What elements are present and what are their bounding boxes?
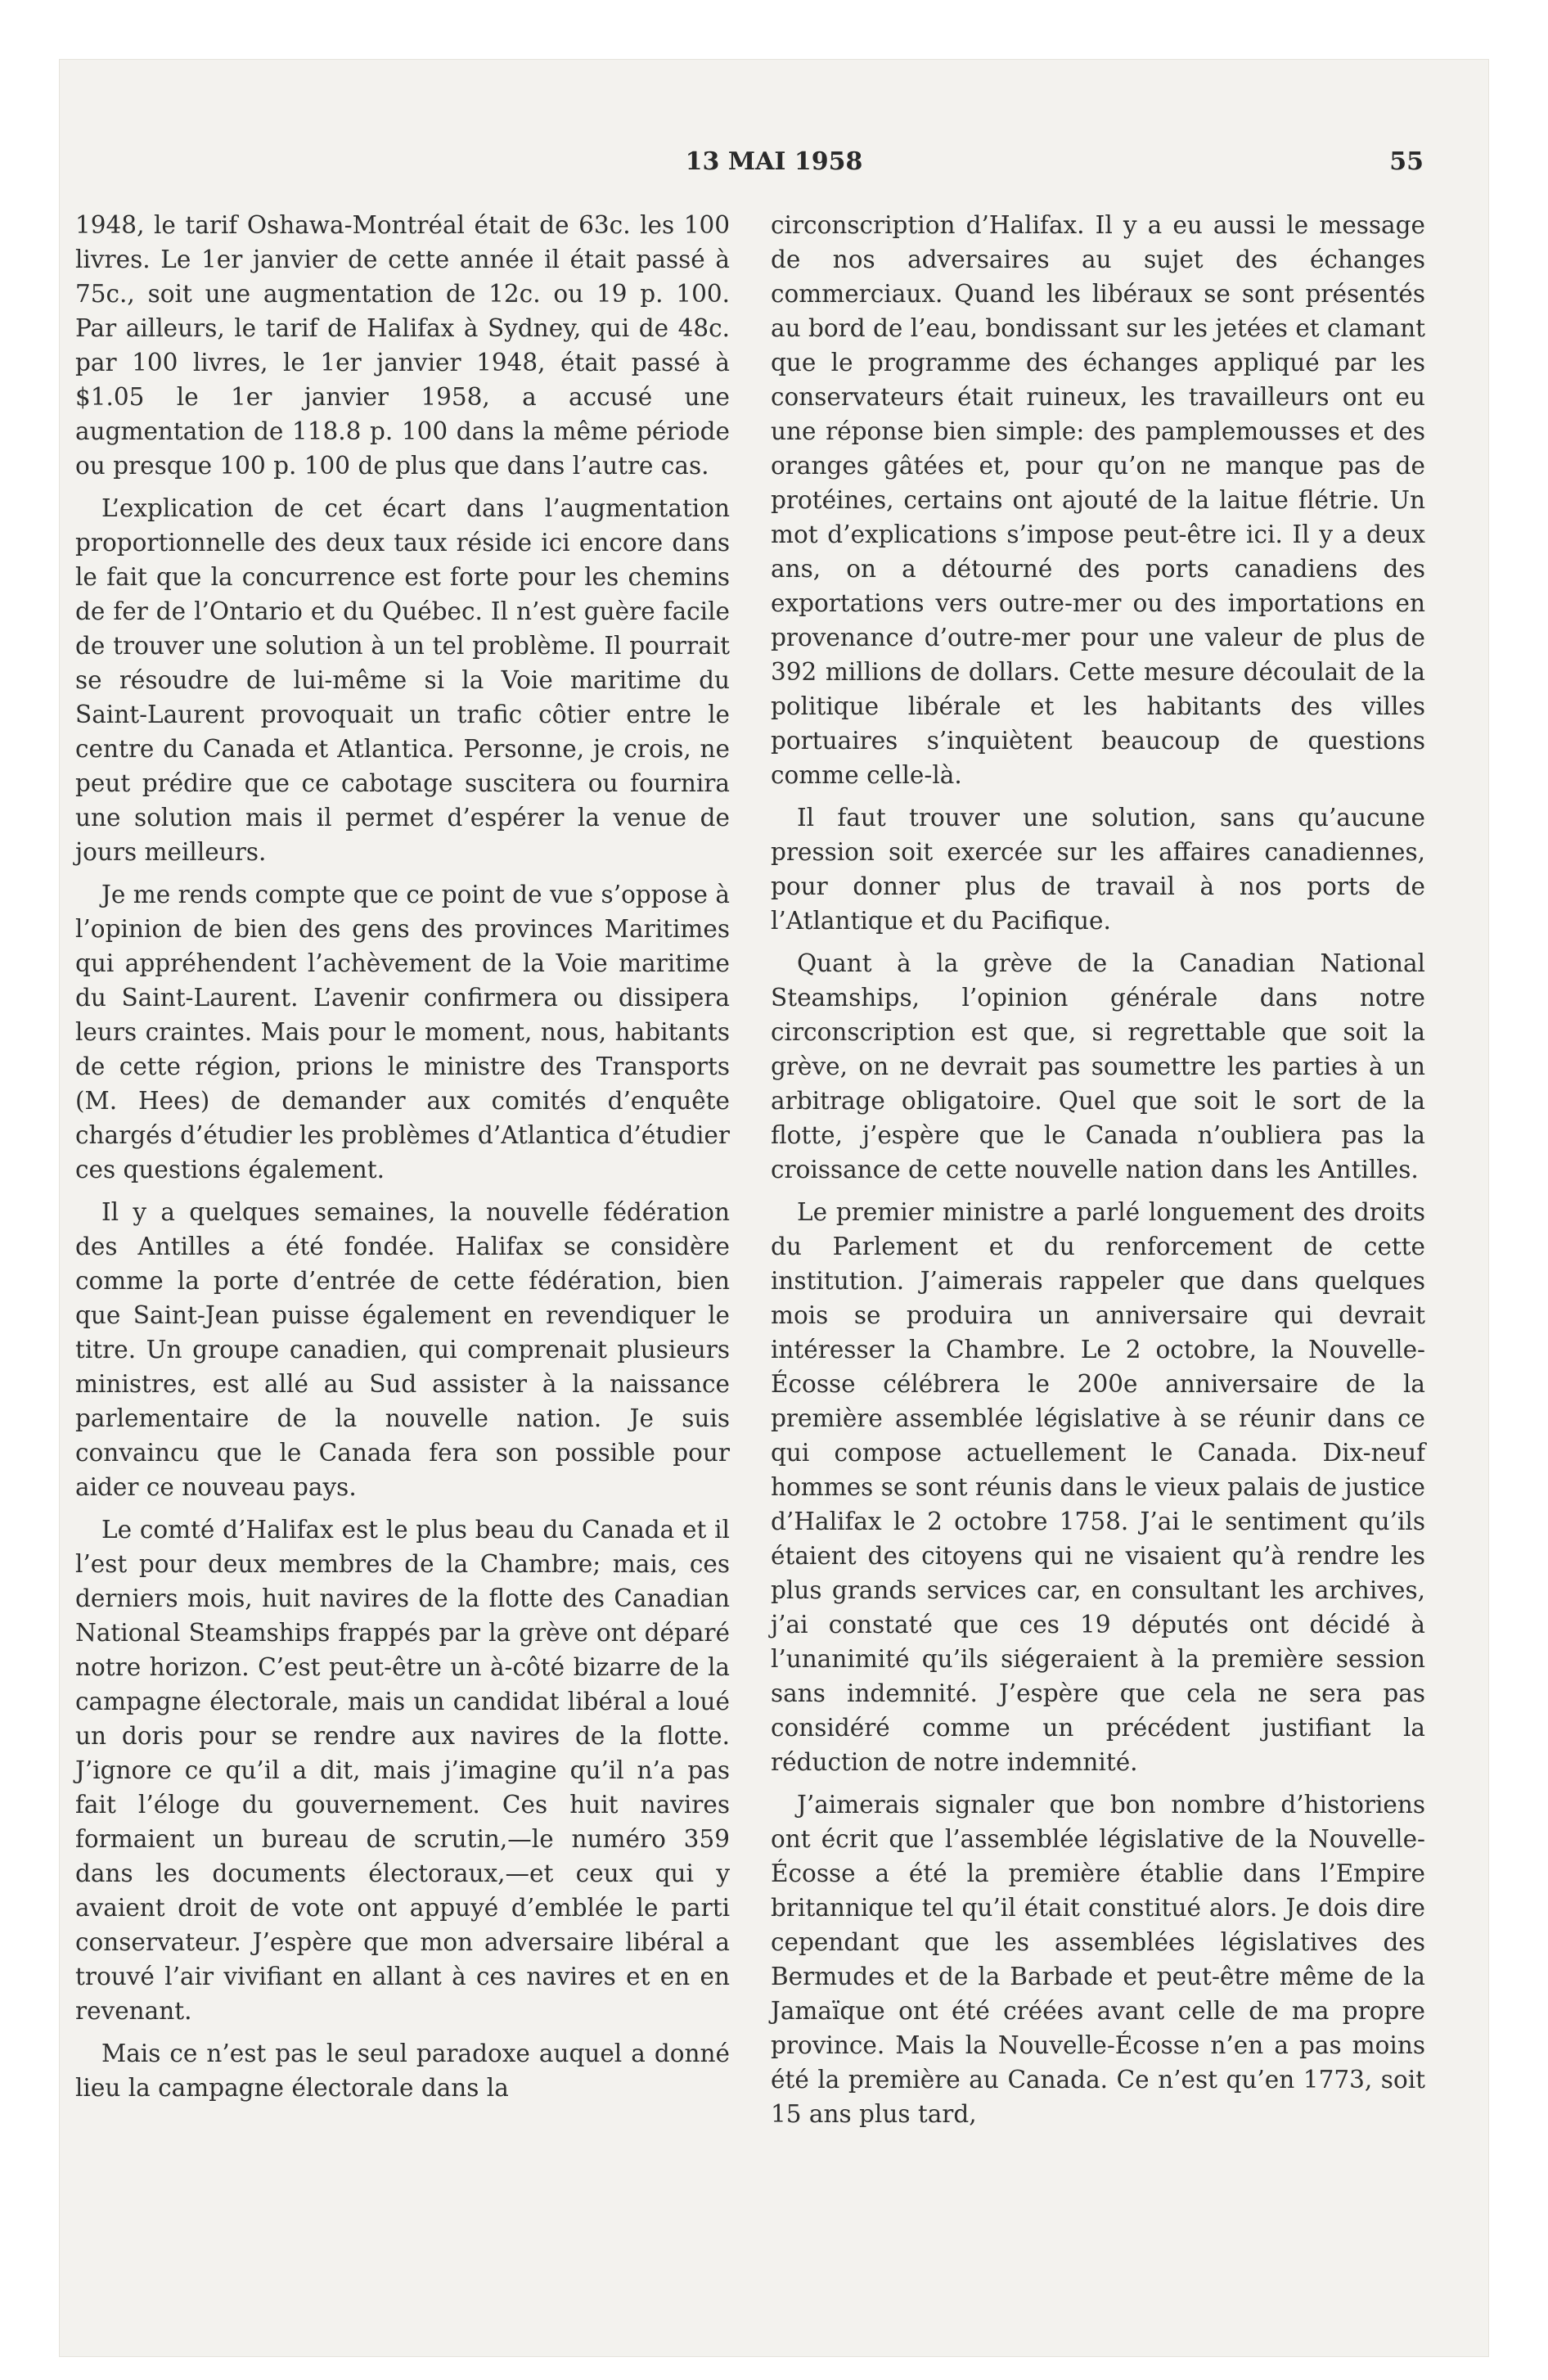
paragraph: Le premier ministre a parlé longuement des droits du Parlement et du renforcement de cette institution. J’aimerais rappeler que dans quelques mois se produira un anniversaire qui devrait intéresser la Chambre. Le 2 octobre, la Nouvelle-Écosse célébrera le 200e anniversaire de la première assemblée législative à se réunir dans ce qui compose actuellement le Canada. Dix-neuf hommes se sont réunis dans le vieux palais de justice d’Halifax le 2 octobre 1758. J’ai le sentiment qu’ils étaient des citoyens qui ne visaient qu’à rendre les plus grands services car, en consultant les archives, j’ai constaté que ces 19 députés ont décidé à l’unanimité qu’ils siégeraient à la première session sans indemnité. J’espère que cela ne sera pas considéré comme un précédent justifiant la réduction de notre indemnité. <box>771 1198 1425 1776</box>
paragraph: L’explication de cet écart dans l’augmentation proportionnelle des deux taux réside ici encore dans le fait que la concurrence est forte pour les chemins de fer de l’Ontario et du Québec. Il n’est guère facile de trouver une solution à un tel problème. Il pourrait se résoudre de lui-même si la Voie maritime du Saint-Laurent provoquait un trafic côtier entre le centre du Canada et Atlantica. Personne, je crois, ne peut prédire que ce cabotage suscitera ou fournira une solution mais il permet d’espérer la venue de jours meilleurs. <box>75 494 730 866</box>
left-column <box>75 208 730 2113</box>
paragraph: Je me rends compte que ce point de vue s’oppose à l’opinion de bien des gens des provinces Maritimes qui appréhendent l’achèvement de la Voie maritime du Saint-Laurent. L’avenir confirmera ou dissipera leurs craintes. Mais pour le moment, nous, habitants de cette région, prions le ministre des Transports (M. Hees) de demander aux comités d’enquête chargés d’étudier les problèmes d’Atlantica d’étudier ces questions également. <box>75 881 730 1183</box>
paragraph: circonscription d’Halifax. Il y a eu aussi le message de nos adversaires au sujet des échanges commerciaux. Quand les libéraux se sont présentés au bord de l’eau, bondissant sur les jetées et clamant que le programme des échanges appliqué par les conservateurs était ruineux, les travailleurs ont eu une réponse bien simple: des pamplemousses et des oranges gâtées et, pour qu’on ne manque pas de protéines, certains ont ajouté de la laitue flétrie. Un mot d’explications s’impose peut-être ici. Il y a deux ans, on a détourné des ports canadiens des exportations vers outre-mer ou des importations en provenance d’outre-mer pour une valeur de plus de 392 millions de dollars. Cette mesure découlait de la politique libérale et les habitants des villes portuaires s’inquiètent beaucoup de questions comme celle-là. <box>771 211 1425 789</box>
paragraph: Il faut trouver une solution, sans qu’aucune pression soit exercée sur les affaires canadiennes, pour donner plus de travail à nos ports de l’Atlantique et du Pacifique. <box>771 804 1425 935</box>
paragraph: Mais ce n’est pas le seul paradoxe auquel a donné lieu la campagne électorale dans la <box>75 2040 730 2102</box>
scanned-page <box>59 59 1489 2357</box>
page-header <box>59 147 1489 196</box>
paragraph: 1948, le tarif Oshawa-Montréal était de 63c. les 100 livres. Le 1er janvier de cette année il était passé à 75c., soit une augmentation de 12c. ou 19 p. 100. Par ailleurs, le tarif de Halifax à Sydney, qui de 48c. par 100 livres, le 1er janvier 1948, était passé à $1.05 le 1er janvier 1958, a accusé une augmentation de 118.8 p. 100 dans la même période ou presque 100 p. 100 de plus que dans l’autre cas. <box>75 211 730 480</box>
page-date: 13 MAI 1958 <box>685 147 863 176</box>
page-number: 55 <box>1389 147 1424 176</box>
paragraph: Le comté d’Halifax est le plus beau du Canada et il l’est pour deux membres de la Chambre; mais, ces derniers mois, huit navires de la flotte des Canadian National Steamships frappés par la grève ont déparé notre horizon. C’est peut-être un à-côté bizarre de la campagne électorale, mais un candidat libéral a loué un doris pour se rendre aux navires de la flotte. J’ignore ce qu’il a dit, mais j’imagine qu’il n’a pas fait l’éloge du gouvernement. Ces huit navires formaient un bureau de scrutin,—le numéro 359 dans les documents électoraux,—et ceux qui y avaient droit de vote ont appuyé d’emblée le parti conservateur. J’espère que mon adversaire libéral a trouvé l’air vivifiant en allant à ces navires et en en revenant. <box>75 1516 730 2025</box>
paragraph: J’aimerais signaler que bon nombre d’historiens ont écrit que l’assemblée législative de la Nouvelle-Écosse a été la première établie dans l’Empire britannique tel qu’il était constitué alors. Je dois dire cependant que les assemblées législatives des Bermudes et de la Barbade et peut-être même de la Jamaïque ont été créées avant celle de ma propre province. Mais la Nouvelle-Écosse n’en a pas moins été la première au Canada. Ce n’est qu’en 1773, soit 15 ans plus tard, <box>771 1791 1425 2128</box>
paragraph: Quant à la grève de la Canadian National Steamships, l’opinion générale dans notre circonscription est que, si regrettable que soit la grève, on ne devrait pas soumettre les parties à un arbitrage obligatoire. Quel que soit le sort de la flotte, j’espère que le Canada n’oubliera pas la croissance de cette nouvelle nation dans les Antilles. <box>771 949 1425 1183</box>
right-column <box>771 208 1425 2139</box>
paragraph: Il y a quelques semaines, la nouvelle fédération des Antilles a été fondée. Halifax se considère comme la porte d’entrée de cette fédération, bien que Saint-Jean puisse également en revendiquer le titre. Un groupe canadien, qui comprenait plusieurs ministres, est allé au Sud assister à la naissance parlementaire de la nouvelle nation. Je suis convaincu que le Canada fera son possible pour aider ce nouveau pays. <box>75 1198 730 1501</box>
